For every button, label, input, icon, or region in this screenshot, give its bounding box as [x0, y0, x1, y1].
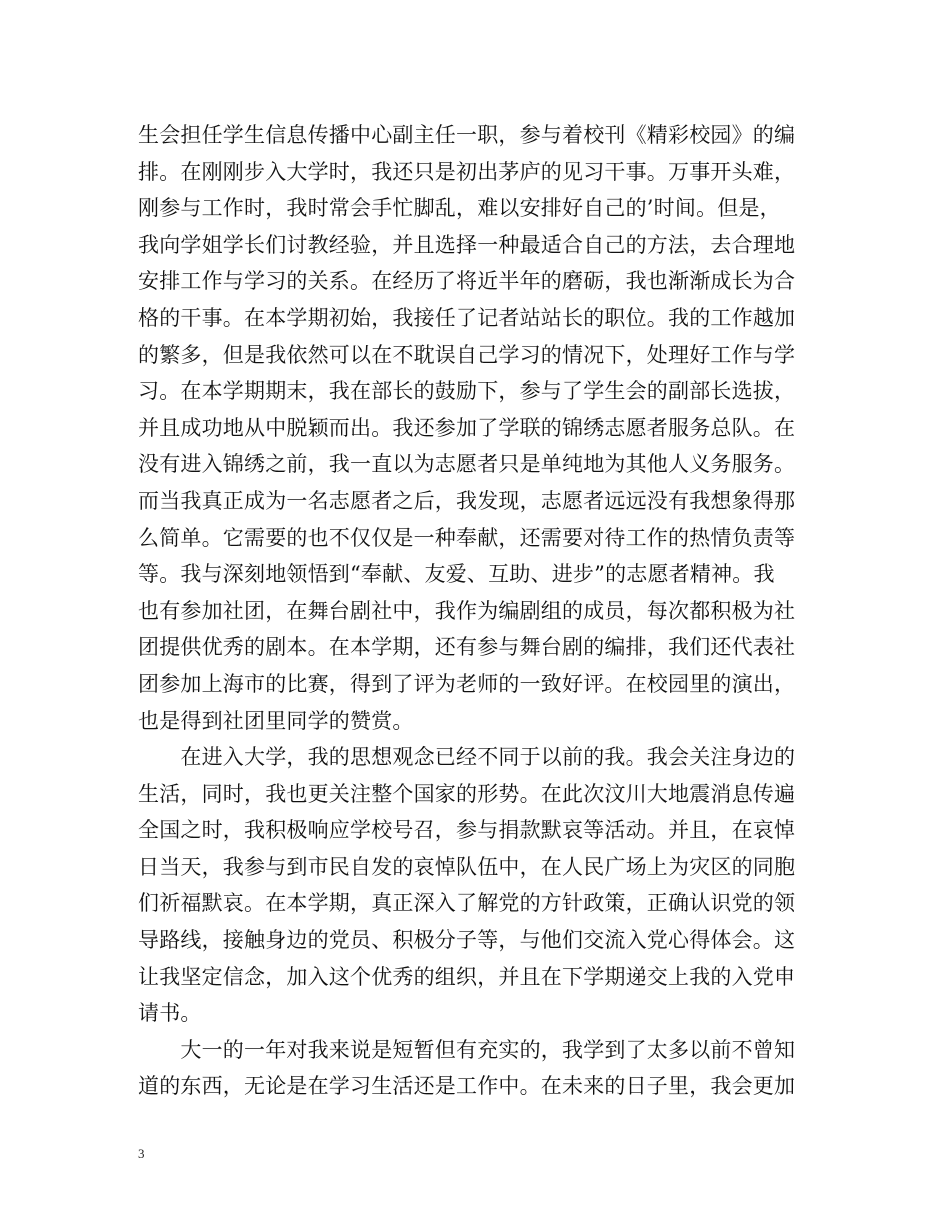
text-line: 大一的一年对我来说是短暂但有充实的，我学到了太多以前不曾知 — [138, 1037, 796, 1062]
text-line: 排。在刚刚步入大学时，我还只是初出茅庐的见习干事。万事开头难， — [138, 159, 796, 184]
text-line: 的繁多，但是我依然可以在不耽误自己学习的情况下，处理好工作与学 — [138, 342, 796, 367]
text-line: 生活，同时，我也更关注整个国家的形势。在此次汶川大地震消息传遍 — [138, 781, 796, 806]
text-line: 全国之时，我积极响应学校号召，参与捐款默哀等活动。并且，在哀悼 — [138, 818, 796, 843]
text-line: 日当天，我参与到市民自发的哀悼队伍中，在人民广场上为灾区的同胞 — [138, 854, 796, 879]
text-line: 而当我真正成为一名志愿者之后，我发现，志愿者远远没有我想象得那 — [138, 488, 796, 513]
text-line: 安排工作与学习的关系。在经历了将近半年的磨砺，我也渐渐成长为合 — [138, 269, 796, 294]
text-line: 格的干事。在本学期初始，我接任了记者站站长的职位。我的工作越加 — [138, 305, 796, 330]
text-line: 让我坚定信念，加入这个优秀的组织，并且在下学期递交上我的入党申 — [138, 964, 796, 989]
text-line: 团参加上海市的比赛，得到了评为老师的一致好评。在校园里的演出， — [138, 671, 796, 696]
page-number: 3 — [138, 1146, 145, 1161]
text-line: 我向学姐学长们讨教经验，并且选择一种最适合自己的方法，去合理地 — [138, 232, 796, 257]
text-line: 在进入大学，我的思想观念已经不同于以前的我。我会关注身边的 — [138, 745, 796, 770]
text-line: 们祈福默哀。在本学期，真正深入了解党的方针政策，正确认识党的领 — [138, 891, 796, 916]
text-line: 导路线，接触身边的党员、积极分子等，与他们交流入党心得体会。这 — [138, 928, 796, 953]
text-line: 也有参加社团，在舞台剧社中，我作为编剧组的成员，每次都积极为社 — [138, 598, 796, 623]
text-line: 道的东西，无论是在学习生活还是工作中。在未来的日子里，我会更加 — [138, 1074, 796, 1099]
text-line: 没有进入锦绣之前，我一直以为志愿者只是单纯地为其他人义务服务。 — [138, 452, 796, 477]
text-line: 团提供优秀的剧本。在本学期，还有参与舞台剧的编排，我们还代表社 — [138, 635, 796, 660]
text-line: 请书。 — [138, 1001, 202, 1026]
text-line: 生会担任学生信息传播中心副主任一职，参与着校刊《精彩校园》的编 — [138, 123, 796, 147]
text-line: 刚参与工作时，我时常会手忙脚乱，难以安排好自己的’时间。但是， — [138, 196, 781, 221]
body-text — [138, 117, 818, 1105]
text-line: 习。在本学期期末，我在部长的鼓励下，参与了学生会的副部长选拔， — [138, 379, 796, 404]
text-line: 并且成功地从中脱颖而出。我还参加了学联的锦绣志愿者服务总队。在 — [138, 415, 796, 440]
text-line: 也是得到社团里同学的赞赏。 — [138, 708, 414, 733]
text-line: 么简单。它需要的也不仅仅是一种奉献，还需要对待工作的热情负责等 — [138, 525, 796, 550]
text-line: 等。我与深刻地领悟到“奉献、友爱、互助、进步”的志愿者精神。我 — [138, 562, 775, 587]
